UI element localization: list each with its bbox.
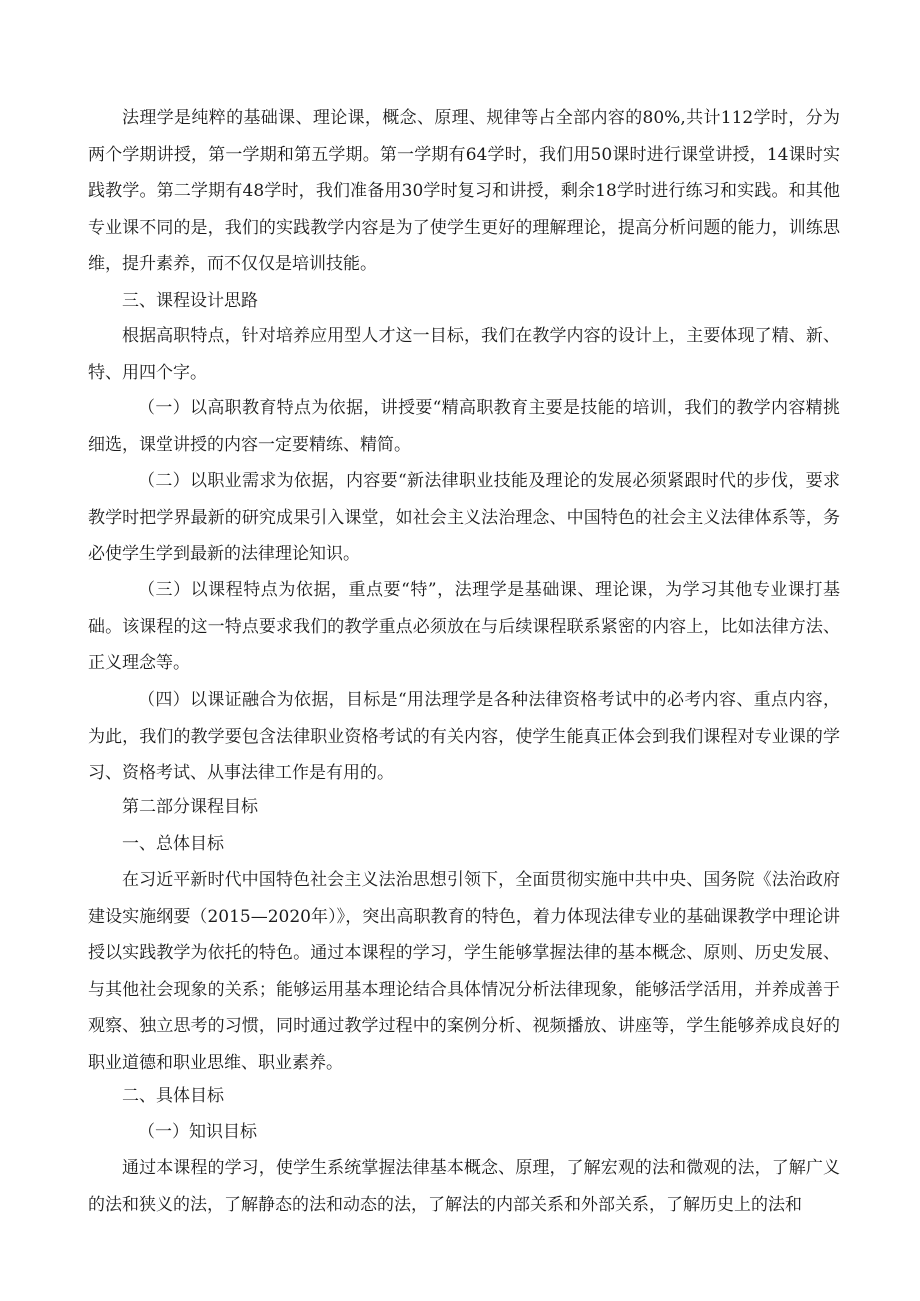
paragraph-principle-refine: （一）以高职教育特点为依据，讲授要“精高职教育主要是技能的培训，我们的教学内容精挑细选，课堂讲授的内容一定要精练、精简。 (88, 398, 840, 455)
paragraph-course-hours: 法理学是纯粹的基础课、理论课，概念、原理、规律等占全部内容的80%,共计112学时，分为两个学期讲授，第一学期和第五学期。第一学期有64学时，我们用50课时进行课堂讲授，14课时实践教学。第二学期有48学时，我们准备用30学时复习和讲授，剩余18学时进行练习和实践。和其他专业课不同的是，我们的实践教学内容是为了使学生更好的理解理论，提高分析问题的能力，训练思维，提升素养，而不仅仅是培训技能。 (88, 108, 840, 274)
heading-part-two: 第二部分课程目标 (122, 797, 258, 817)
paragraph-principle-special: （三）以课程特点为依据，重点要“特”，法理学是基础课、理论课，为学习其他专业课打基础。该课程的这一特点要求我们的教学重点必须放在与后续课程联系紧密的内容上，比如法律方法、正义理念等。 (88, 580, 840, 673)
heading-overall-goal: 一、总体目标 (122, 834, 224, 854)
paragraph-knowledge-goal: 通过本课程的学习，使学生系统掌握法律基本概念、原理，了解宏观的法和微观的法，了解广义的法和狭义的法，了解静态的法和动态的法，了解法的内部关系和外部关系，了解历史上的法和 (88, 1158, 840, 1215)
paragraph-overall-goal: 在习近平新时代中国特色社会主义法治思想引领下，全面贯彻实施中共中央、国务院《法治政府建设实施纲要（2015—2020年）》，突出高职教育的特色，着力体现法律专业的基础课教学中理论讲授以实践教学为依托的特色。通过本课程的学习，学生能够掌握法律的基本概念、原则、历史发展、与其他社会现象的关系；能够运用基本理论结合具体情况分析法律现象，能够活学活用，并养成善于观察、独立思考的习惯，同时通过教学过程中的案例分析、视频播放、讲座等，学生能够养成良好的职业道德和职业思维、职业素养。 (88, 870, 840, 1073)
paragraph-principle-use: （四）以课证融合为依据，目标是“用法理学是各种法律资格考试中的必考内容、重点内容，为此，我们的教学要包含法律职业资格考试的有关内容，使学生能真正体会到我们课程对专业课的学习、资格考试、从事法律工作是有用的。 (88, 690, 840, 783)
paragraph-principle-new: （二）以职业需求为依据，内容要“新法律职业技能及理论的发展必须紧跟时代的步伐，要求教学时把学界最新的研究成果引入课堂，如社会主义法治理念、中国特色的社会主义法律体系等，务必使学生学到最新的法律理论知识。 (88, 471, 840, 564)
paragraph-design-intro: 根据高职特点，针对培养应用型人才这一目标，我们在教学内容的设计上，主要体现了精、新、特、用四个字。 (88, 326, 840, 383)
heading-specific-goal: 二、具体目标 (122, 1086, 224, 1106)
heading-knowledge-goal: （一）知识目标 (138, 1122, 257, 1142)
heading-course-design: 三、课程设计思路 (122, 291, 258, 311)
